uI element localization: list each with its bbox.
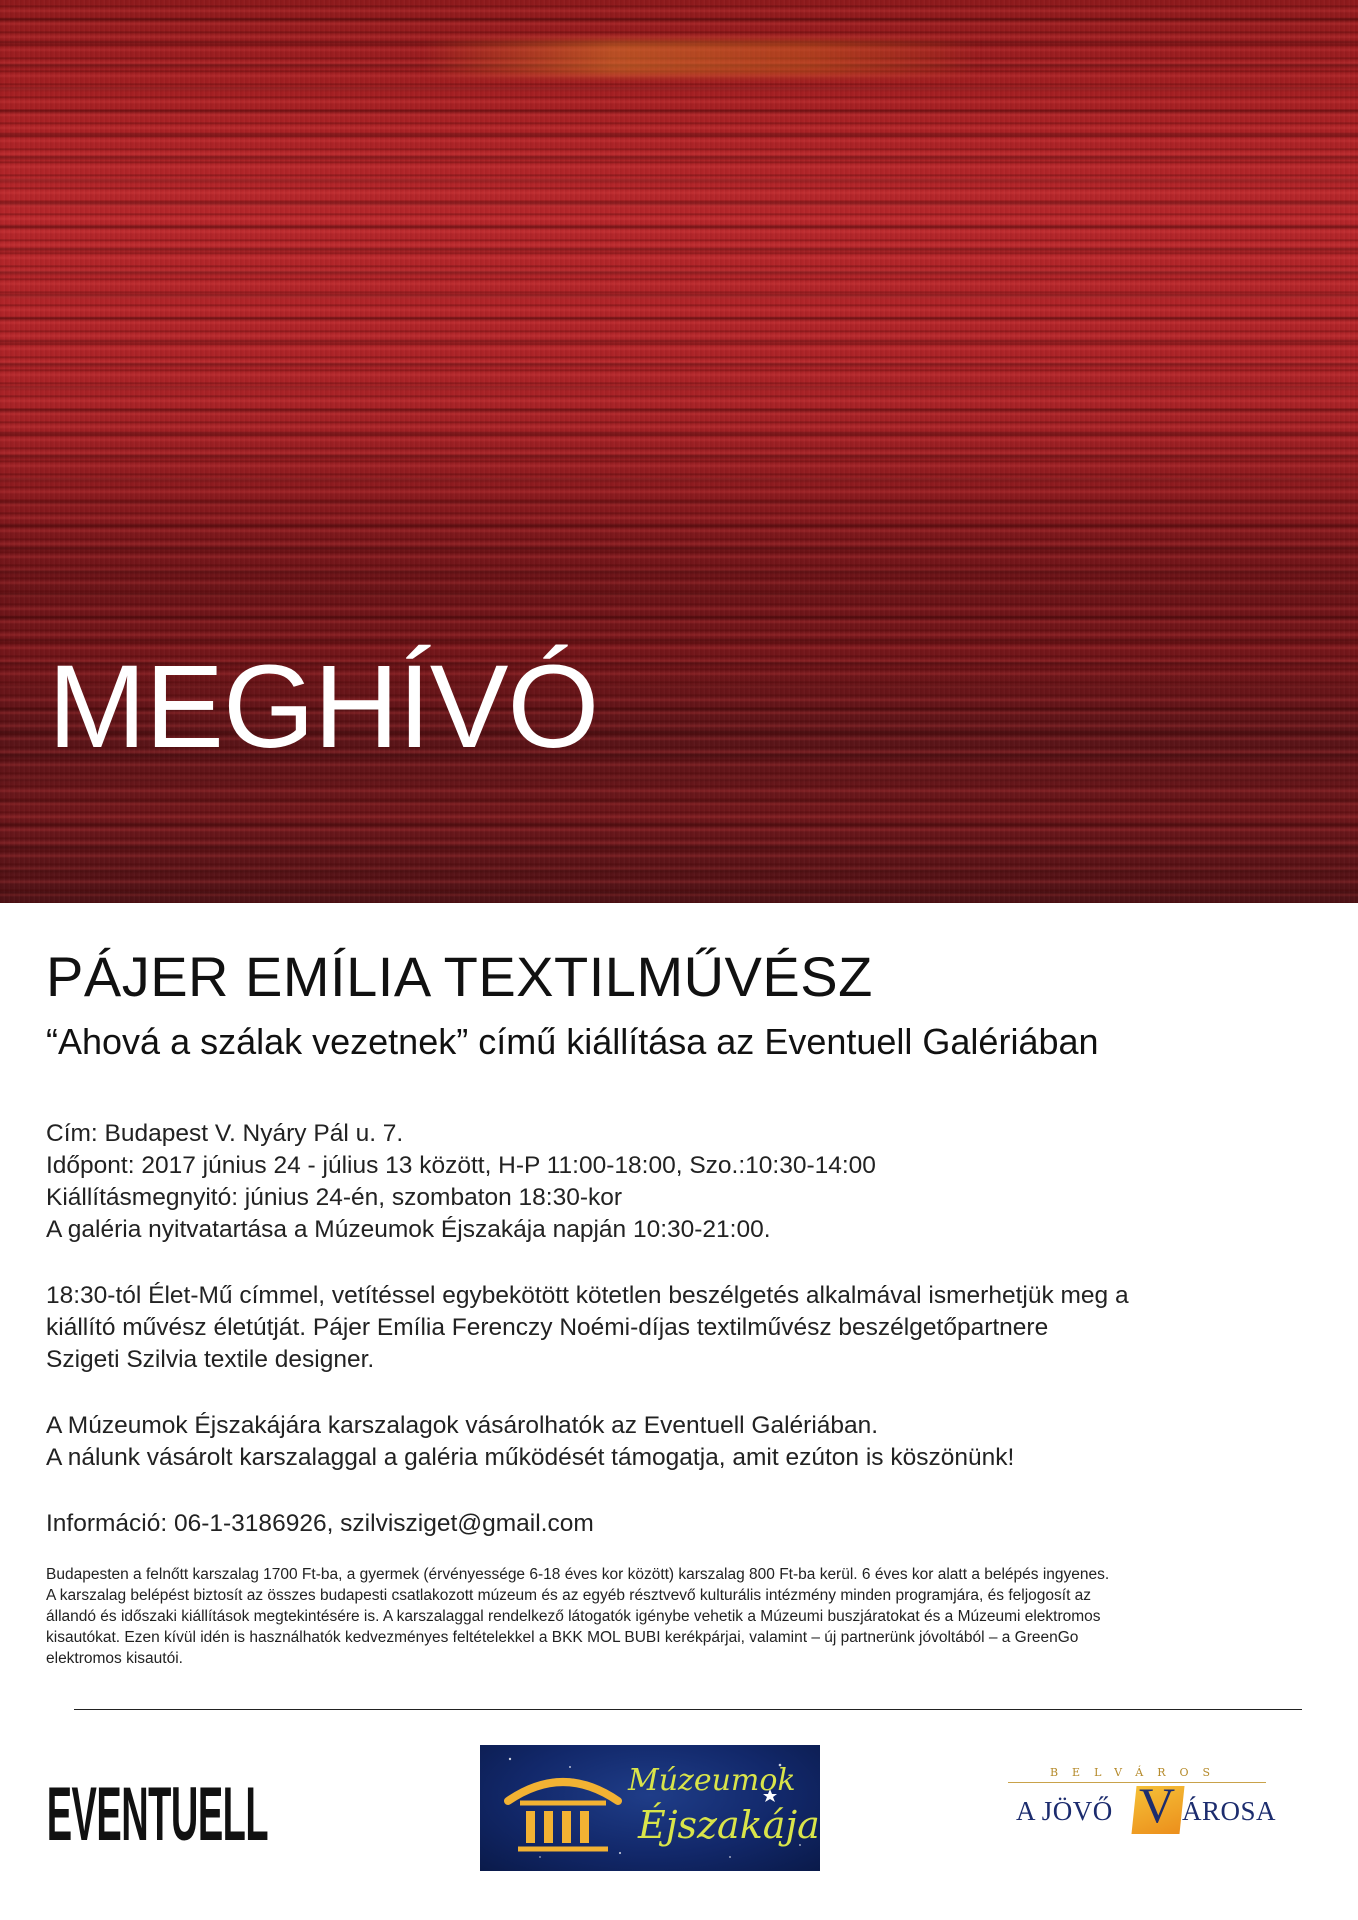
eventuell-logo-text: EVENTUELL [46,1771,269,1857]
fine-print-line: kisautókat. Ezen kívül idén is használhatók kedvezményes feltételekkel a BKK MOL BUBI kerékpárjai, valamint – új partnerünk jóvoltából – a GreenGo [46,1629,1079,1646]
dates-line: Időpont: 2017 június 24 - július 13 között, H-P 11:00-18:00, Szo.:10:30-14:00 [46,1152,876,1179]
eventuell-logo [46,1771,269,1857]
fine-print-line: A karszalag belépést biztosít az összes budapesti csatlakozott múzeum és az egyéb résztvevő kulturális intézmény minden programjára, és feljogosít az [46,1587,1092,1604]
address-line: Cím: Budapest V. Nyáry Pál u. 7. [46,1120,404,1147]
invitation-title: MEGHÍVÓ [48,641,599,773]
tickets-paragraph [46,1410,1326,1474]
event-details [46,1118,1326,1246]
belvaros-logo [1002,1766,1277,1856]
belvaros-v-letter: V [1139,1777,1176,1833]
museum-night-hours-line: A galéria nyitvatartása a Múzeumok Éjszakája napján 10:30-21:00. [46,1216,771,1243]
museum-temple-icon [498,1763,628,1859]
belvaros-rest-text: ÁROSA [1182,1796,1277,1826]
artist-heading: PÁJER EMÍLIA TEXTILMŰVÉSZ [46,945,873,1008]
contact-line: Információ: 06-1-3186926, szilvisziget@gmail.com [46,1510,594,1537]
tickets-line: A Múzeumok Éjszakájára karszalagok vásárolhatók az Eventuell Galériában. [46,1412,879,1439]
hero-thread-highlight [420,40,980,76]
belvaros-rule [1008,1782,1266,1783]
opening-line: Kiállításmegnyitó: június 24-én, szombaton 18:30-kor [46,1184,623,1211]
fine-print-line: Budapesten a felnőtt karszalag 1700 Ft-ba, a gyermek (érvényessége 6-18 éves kor között) karszalag 800 Ft-ba kerül. 6 éves kor alatt a belépés ingyenes. [46,1566,1110,1583]
fine-print-line: állandó és időszaki kiállítások megtekintésére is. A karszalaggal rendelkező látogatók igénybe vehetik a Múzeumi buszjáratokat és a Múzeumi elektromos [46,1608,1101,1625]
museums-night-title-2: Éjszakája [638,1803,820,1847]
museums-night-title-1: Múzeumok [628,1763,796,1798]
museums-night-logo [480,1745,820,1871]
program-line: 18:30-tól Élet-Mű címmel, vetítéssel egybekötött kötetlen beszélgetés alkalmával ismerhetjük meg a [46,1282,1129,1309]
exhibition-subtitle: “Ahová a szálak vezetnek” című kiállítása az Eventuell Galériában [46,1021,1099,1062]
program-line: Szigeti Szilvia textile designer. [46,1346,375,1373]
program-paragraph [46,1280,1326,1376]
contact-info [46,1508,1326,1540]
fine-print [46,1564,1286,1669]
tickets-line: A nálunk vásárolt karszalaggal a galéria működését támogatja, amit ezúton is köszönünk! [46,1444,1015,1471]
hero-textile-image [0,0,1358,903]
belvaros-main-text: A JÖVŐ [1016,1796,1113,1826]
fine-print-line: elektromos kisautói. [46,1650,183,1667]
divider [74,1709,1302,1710]
program-line: kiállító művész életútját. Pájer Emília Ferenczy Noémi-díjas textilművész beszélgetőpartnere [46,1314,1049,1341]
belvaros-top-text: BELVÁROS [1049,1766,1225,1779]
